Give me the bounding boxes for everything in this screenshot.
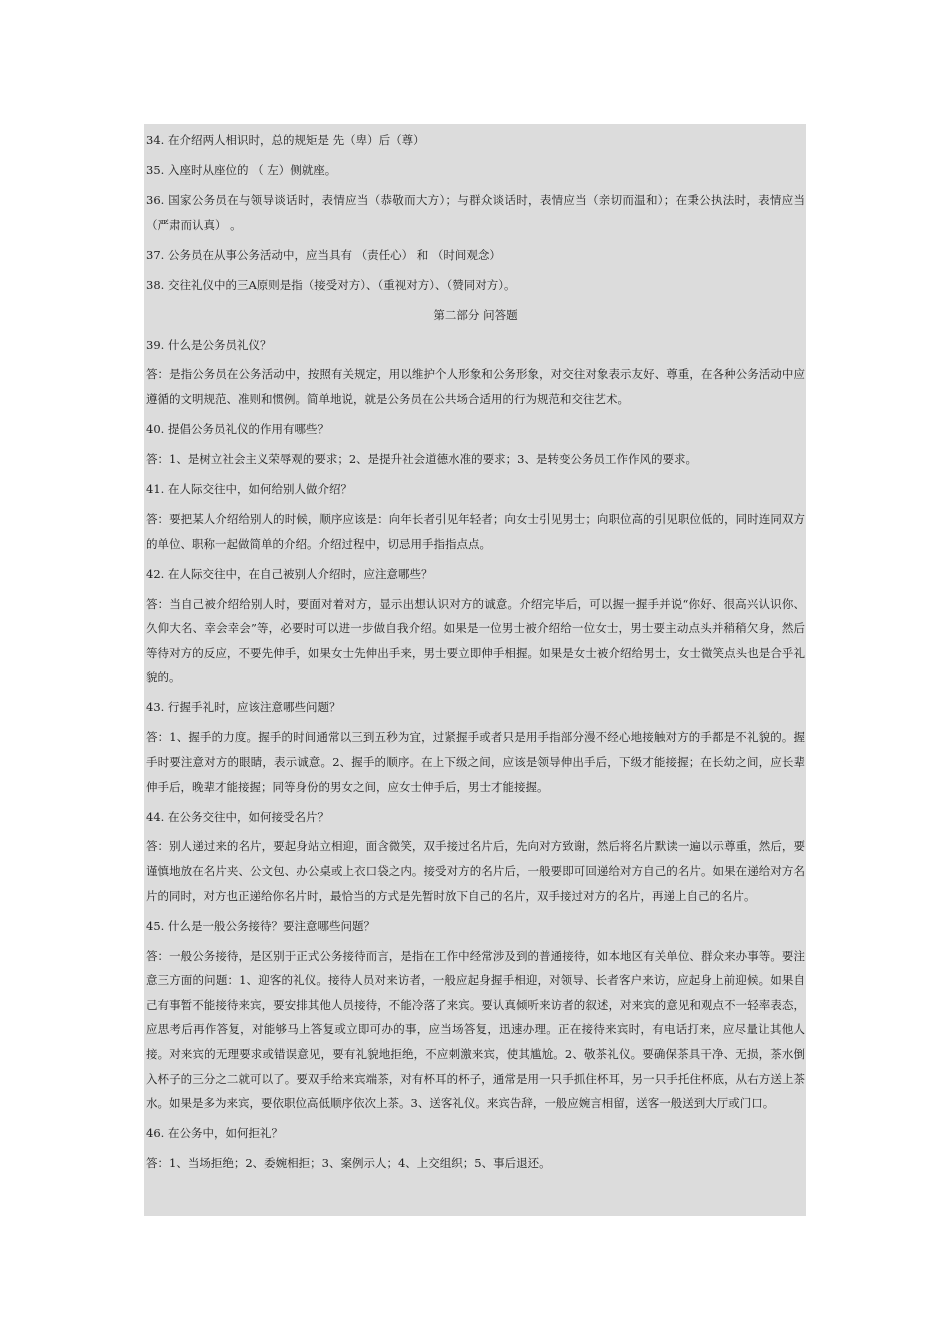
document-paragraph: 44. 在公务交往中，如何接受名片？ bbox=[146, 809, 329, 824]
document-paragraph: 37. 公务员在从事公务活动中，应当具有 （责任心） 和 （时间观念） bbox=[146, 247, 501, 262]
document-paragraph: 39. 什么是公务员礼仪？ bbox=[146, 337, 272, 352]
document-paragraph: 40. 提倡公务员礼仪的作用有哪些？ bbox=[146, 422, 329, 437]
document-paragraph: 46. 在公务中，如何拒礼？ bbox=[146, 1126, 283, 1141]
document-paragraph: 42. 在人际交往中，在自己被别人介绍时，应注意哪些？ bbox=[146, 566, 433, 581]
document-paragraph: 答：当自己被介绍给别人时，要面对着对方，显示出想认识对方的诚意。介绍完毕后，可以握一握手并说“你好、很高兴认识你、久仰大名、幸会幸会”等，必要时可以进一步做自我介绍。如果是一位男士被介绍给一位女士，男士要主动点头并稍稍欠身，然后等待对方的反应，不要先伸手，如果女士先伸出手来，男士要立即伸手相握。如果是女士被介绍给男士，女士微笑点头也是合乎礼貌的。 bbox=[146, 596, 805, 685]
document-paragraph: 36. 国家公务员在与领导谈话时，表情应当（恭敬而大方）；与群众谈话时，表情应当（亲切而温和）；在秉公执法时，表情应当（严肃而认真） 。 bbox=[146, 192, 805, 232]
section-heading: 第二部分 问答题 bbox=[433, 307, 518, 322]
document-paragraph: 答：1、当场拒绝；2、委婉相拒；3、案例示人；4、上交组织；5、事后退还。 bbox=[146, 1156, 551, 1171]
document-text-block bbox=[144, 124, 806, 1216]
document-paragraph: 答：别人递过来的名片，要起身站立相迎，面含微笑，双手接过名片后，先向对方致谢，然后将名片默读一遍以示尊重，然后，要谨慎地放在名片夹、公文包、办公桌或上衣口袋之内。接受对方的名片后，一般要即可回递给对方自己的名片。如果在递给对方名片的同时，对方也正递给你名片时，最恰当的方式是先暂时放下自己的名片，双手接过对方的名片，再递上自己的名片。 bbox=[146, 839, 805, 903]
document-paragraph: 35. 入座时从座位的 （ 左）侧就座。 bbox=[146, 162, 337, 177]
document-paragraph: 38. 交往礼仪中的三A原则是指（接受对方）、（重视对方）、（赞同对方）。 bbox=[146, 277, 516, 292]
document-paragraph: 答：一般公务接待，是区别于正式公务接待而言，是指在工作中经常涉及到的普通接待，如本地区有关单位、群众来办事等。要注意三方面的问题：1、迎客的礼仪。接待人员对来访者，一般应起身握手相迎，对领导、长者客户来访，应起身上前迎候。如果自己有事暂不能接待来宾，要安排其他人员接待，不能冷落了来宾。要认真倾听来访者的叙述，对来宾的意见和观点不一轻率表态，应思考后再作答复，对能够马上答复或立即可办的事，应当场答复，迅速办理。正在接待来宾时，有电话打来，应尽量让其他人接。对来宾的无理要求或错误意见，要有礼貌地拒绝，不应刺激来宾，使其尴尬。2、敬茶礼仪。要确保茶具干净、无损，茶水倒入杯子的三分之二就可以了。要双手给来宾端茶，对有杯耳的杯子，通常是用一只手抓住杯耳，另一只手托住杯底，从右方送上茶水。如果是多为来宾，要依职位高低顺序依次上茶。3、送客礼仪。来宾告辞，一般应婉言相留，送客一般送到大厅或门口。 bbox=[146, 948, 805, 1111]
document-paragraph: 答：1、是树立社会主义荣辱观的要求；2、是提升社会道德水准的要求；3、是转变公务员工作作风的要求。 bbox=[146, 452, 697, 467]
document-paragraph: 45. 什么是一般公务接待？要注意哪些问题？ bbox=[146, 918, 375, 933]
document-paragraph: 答：1、握手的力度。握手的时间通常以三到五秒为宜，过紧握手或者只是用手指部分漫不经心地接触对方的手都是不礼貌的。握手时要注意对方的眼睛，表示诚意。2、握手的顺序。在上下级之间，应该是领导伸出手后，下级才能接握；在长幼之间，应长辈伸手后，晚辈才能接握；同等身份的男女之间，应女士伸手后，男士才能接握。 bbox=[146, 730, 805, 794]
document-paragraph: 答：是指公务员在公务活动中，按照有关规定，用以维护个人形象和公务形象，对交往对象表示友好、尊重，在各种公务活动中应遵循的文明规范、准则和惯例。简单地说，就是公务员在公共场合适用的行为规范和交往艺术。 bbox=[146, 367, 805, 407]
document-paragraph: 41. 在人际交往中，如何给别人做介绍？ bbox=[146, 482, 352, 497]
document-paragraph: 43. 行握手礼时，应该注意哪些问题？ bbox=[146, 700, 341, 715]
document-paragraph: 答：要把某人介绍给别人的时候，顺序应该是：向年长者引见年轻者；向女士引见男士；向职位高的引见职位低的，同时连同双方的单位、职称一起做简单的介绍。介绍过程中，切忌用手指指点点。 bbox=[146, 512, 805, 551]
document-paragraph: 34. 在介绍两人相识时，总的规矩是 先（卑）后（尊） bbox=[146, 133, 425, 147]
